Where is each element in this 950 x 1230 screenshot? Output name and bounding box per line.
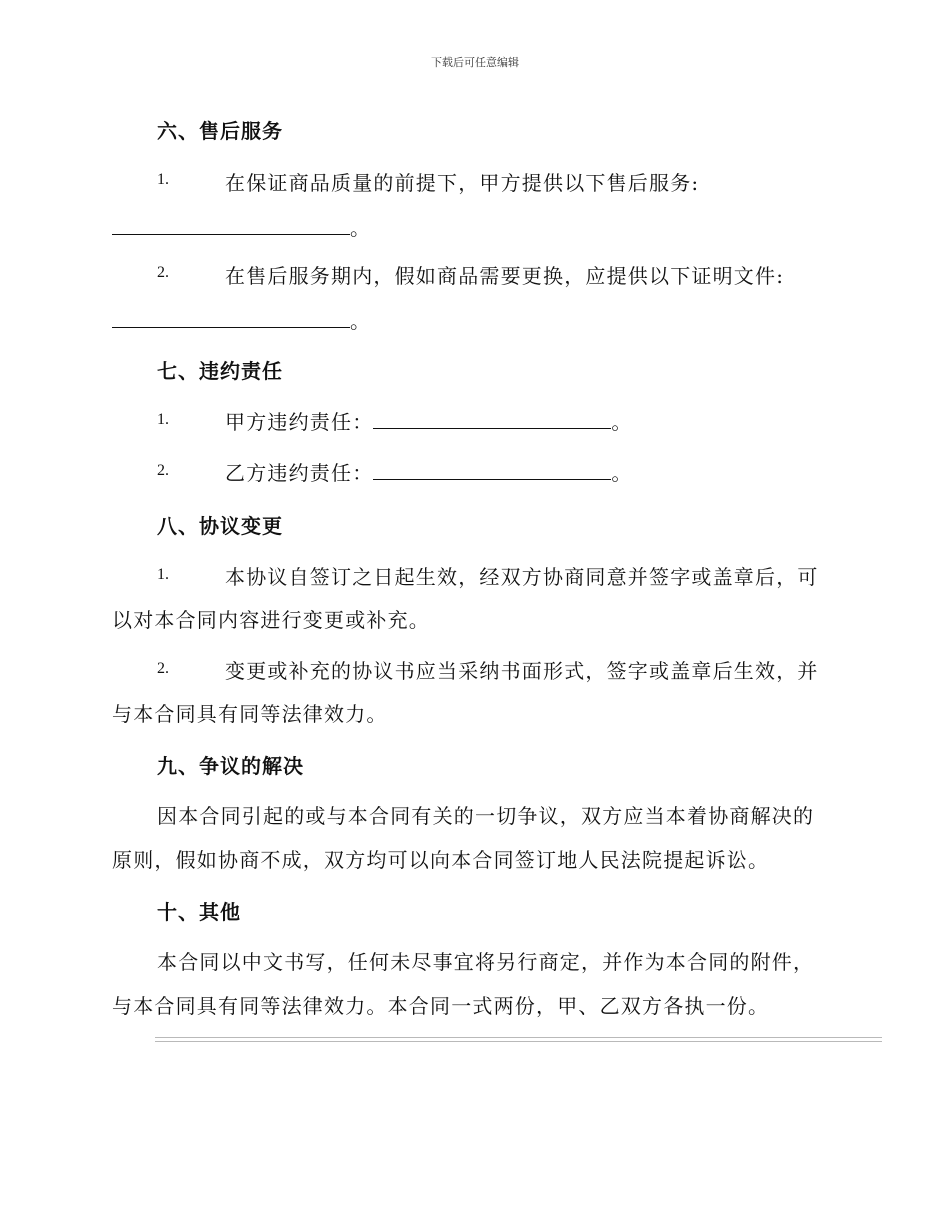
item-text-continued: 与本合同具有同等法律效力。 (112, 702, 388, 726)
section-heading-breach: 七、违约责任 (157, 359, 283, 383)
fill-in-blank[interactable] (373, 459, 611, 480)
item-text: 甲方违约责任： (225, 410, 374, 434)
paragraph-line: 本合同以中文书写，任何未尽事宜将另行商定，并作为本合同的附件， (157, 950, 815, 974)
paragraph-line: 原则，假如协商不成，双方均可以向本合同签订地人民法院提起诉讼。 (112, 848, 770, 872)
item-text-continued: 以对本合同内容进行变更或补充。 (112, 608, 430, 632)
section-heading-amendment: 八、协议变更 (157, 514, 283, 538)
item-text-row (225, 406, 633, 435)
item-number: 2. (157, 462, 169, 479)
item-number: 1. (157, 566, 169, 583)
section-heading-other: 十、其他 (157, 900, 241, 924)
item-tail: 。 (611, 410, 633, 434)
fill-in-blank[interactable] (112, 307, 350, 328)
header-note: 下载后可任意编辑 (431, 56, 519, 69)
item-tail: 。 (611, 461, 633, 485)
item-number: 2. (157, 264, 169, 281)
item-text: 在保证商品质量的前提下，甲方提供以下售后服务: (225, 171, 700, 195)
item-text-row (225, 457, 633, 486)
item-number: 1. (157, 411, 169, 428)
blank-line-row (112, 305, 371, 334)
fill-in-blank[interactable] (112, 214, 350, 235)
paragraph-line: 与本合同具有同等法律效力。本合同一式两份，甲、乙双方各执一份。 (112, 994, 770, 1018)
closing-divider (155, 1037, 882, 1042)
item-text: 变更或补充的协议书应当采纳书面形式，签字或盖章后生效，并 (225, 659, 819, 683)
item-number: 1. (157, 171, 169, 188)
item-number: 2. (157, 660, 169, 677)
section-heading-dispute: 九、争议的解决 (157, 754, 304, 778)
blank-line-row (112, 212, 371, 241)
item-text: 在售后服务期内，假如商品需要更换，应提供以下证明文件: (225, 264, 785, 288)
section-heading-after-sales: 六、售后服务 (157, 119, 283, 143)
fill-in-blank[interactable] (373, 408, 611, 429)
paragraph-line: 因本合同引起的或与本合同有关的一切争议，双方应当本着协商解决的 (157, 804, 815, 828)
item-tail: 。 (350, 309, 372, 333)
item-text: 乙方违约责任： (225, 461, 374, 485)
item-tail: 。 (350, 216, 372, 240)
item-text: 本协议自签订之日起生效，经双方协商同意并签字或盖章后，可 (225, 565, 819, 589)
